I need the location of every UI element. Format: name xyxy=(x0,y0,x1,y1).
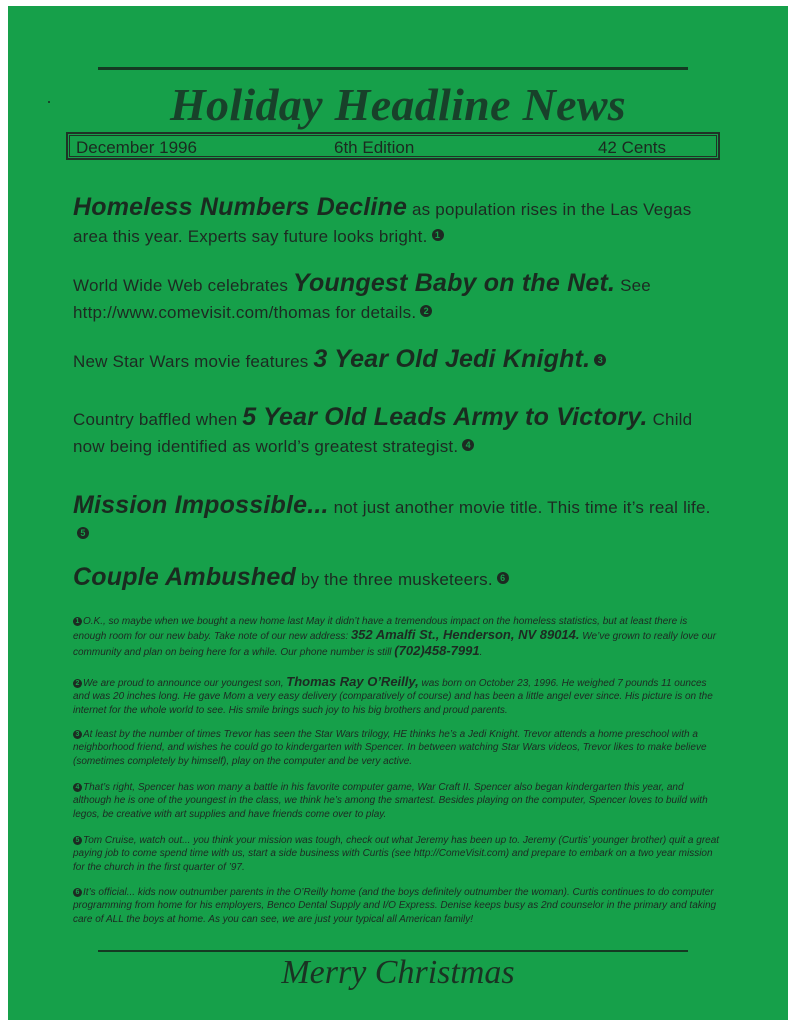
headline-pre: New Star Wars movie features xyxy=(73,352,314,371)
info-bar-inner xyxy=(69,135,717,157)
headline-post: by the three musketeers. xyxy=(295,570,493,589)
baby-name-text: Thomas Ray O’Reilly, xyxy=(286,674,419,689)
footnote-number-icon: 2 xyxy=(73,679,82,688)
footnote-text: . xyxy=(479,646,483,658)
top-rule xyxy=(98,67,688,70)
footnote-4 xyxy=(73,781,723,821)
footnote-marker-icon: 6 xyxy=(497,572,509,584)
footnote-marker-icon: 1 xyxy=(432,229,444,241)
issue-date: December 1996 xyxy=(76,138,197,157)
headline-post: not just another movie title. This time it’s real life. xyxy=(328,498,711,517)
footnote-6 xyxy=(73,886,723,926)
issue-edition: 6th Edition xyxy=(334,138,415,157)
headline-5 xyxy=(73,492,723,548)
masthead-title: Holiday Headline News xyxy=(169,79,627,130)
footnote-marker-icon: 2 xyxy=(420,305,432,317)
footnote-text: was born on October 23, 1996. He weighed 7 pounds 11 ounces and was 20 inches long. He gave Mom a very easy delivery (comparatively of course) and has been a little angel ever since. His picture is on the internet for the whole world to see. His smile brings such joy to his big brothers and proud parents. xyxy=(73,678,713,716)
headline-big: Couple Ambushed xyxy=(73,563,296,591)
headline-6 xyxy=(73,564,723,593)
bottom-rule xyxy=(98,950,688,952)
footnote-2 xyxy=(73,675,723,717)
headline-post: Child now being identified as world’s greatest strategist. xyxy=(73,410,693,456)
footnote-text: Tom Cruise, watch out... you think your mission was tough, check out what Jeremy has been up to. Jeremy (Curtis’ younger brother) quit a great paying job to come spend time with us, start a side business with Curtis (see http://ComeVisit.com) and prepare to embark on a two year mission for the church in the first quarter of ’97. xyxy=(73,835,720,873)
footnote-5 xyxy=(73,834,723,874)
footnote-text: We are proud to announce our youngest son, xyxy=(83,678,287,689)
headline-pre: Country baffled when xyxy=(73,410,243,429)
footnote-text: At least by the number of times Trevor has seen the Star Wars trilogy, HE thinks he’s a Jedi Knight. Trevor attends a home preschool with a neighborhood friend, and wishes he could go to kindergarten with Spencer. In between watching Star Wars videos, Trevor likes to make believe (sometimes completely by himself), play on the computer and be very active. xyxy=(73,729,707,767)
headline-big: 5 Year Old Leads Army to Victory. xyxy=(242,403,648,431)
footnote-text: It’s official... kids now outnumber parents in the O’Reilly home (and the boys definitely outnumber the woman). Curtis continues to do computer programming from home for his employers, Benco Dental Supply and I/O Express. Denise keeps busy as 2nd counselor in the primary and taking care of ALL the boys at home. As you can see, we are just your typical all American family! xyxy=(73,887,717,925)
footnote-text: O.K., so maybe when we bought a new home last May it didn’t have a tremendous impact on the homeless statistics, but at least there is enough room for our new baby. Take note of our new address: xyxy=(73,616,688,643)
footnote-marker-icon: 4 xyxy=(462,439,474,451)
headline-post: See http://www.comevisit.com/thomas for details. xyxy=(73,276,651,322)
headline-4 xyxy=(73,404,723,460)
closing-greeting: Merry Christmas xyxy=(281,954,515,991)
footnote-number-icon: 3 xyxy=(73,730,82,739)
headline-2 xyxy=(73,270,723,326)
headline-big: Youngest Baby on the Net. xyxy=(293,269,616,297)
headline-big: Mission Impossible... xyxy=(73,491,329,519)
headline-3 xyxy=(73,346,723,375)
footnote-marker-icon: 3 xyxy=(594,354,606,366)
headline-1 xyxy=(73,194,723,250)
masthead-info-bar xyxy=(66,132,720,160)
issue-price: 42 Cents xyxy=(597,138,666,157)
footnote-marker-icon: 5 xyxy=(77,527,89,539)
headline-big: Homeless Numbers Decline xyxy=(73,193,408,221)
address-text: 352 Amalfi St., Henderson, NV 89014. xyxy=(350,627,580,643)
phone-text: (702)458-7991 xyxy=(394,642,480,658)
footnote-text: That’s right, Spencer has won many a battle in his favorite computer game, War Craft II. Spencer also began kindergarten this year, and although he is one of the youngest in the class, we think he’s among the smartest. Besides playing on the computer, Spencer loves to build with legos, be creative with art supplies and have friends come over to play. xyxy=(73,782,708,820)
newsletter-page xyxy=(8,6,788,1020)
footnote-number-icon: 4 xyxy=(73,783,82,792)
footnote-3 xyxy=(73,728,723,768)
headline-big: 3 Year Old Jedi Knight. xyxy=(313,345,591,373)
footnote-1 xyxy=(73,615,723,659)
footnote-number-icon: 1 xyxy=(73,617,82,626)
headline-post: as population rises in the Las Vegas area this year. Experts say future looks bright. xyxy=(73,200,692,246)
footnote-number-icon: 5 xyxy=(73,836,82,845)
headline-pre: World Wide Web celebrates xyxy=(73,276,293,295)
footnote-number-icon: 6 xyxy=(73,888,82,897)
footnote-text: We’ve grown to really love our community and plan on being here for a while. Our phone number is still xyxy=(73,631,717,658)
